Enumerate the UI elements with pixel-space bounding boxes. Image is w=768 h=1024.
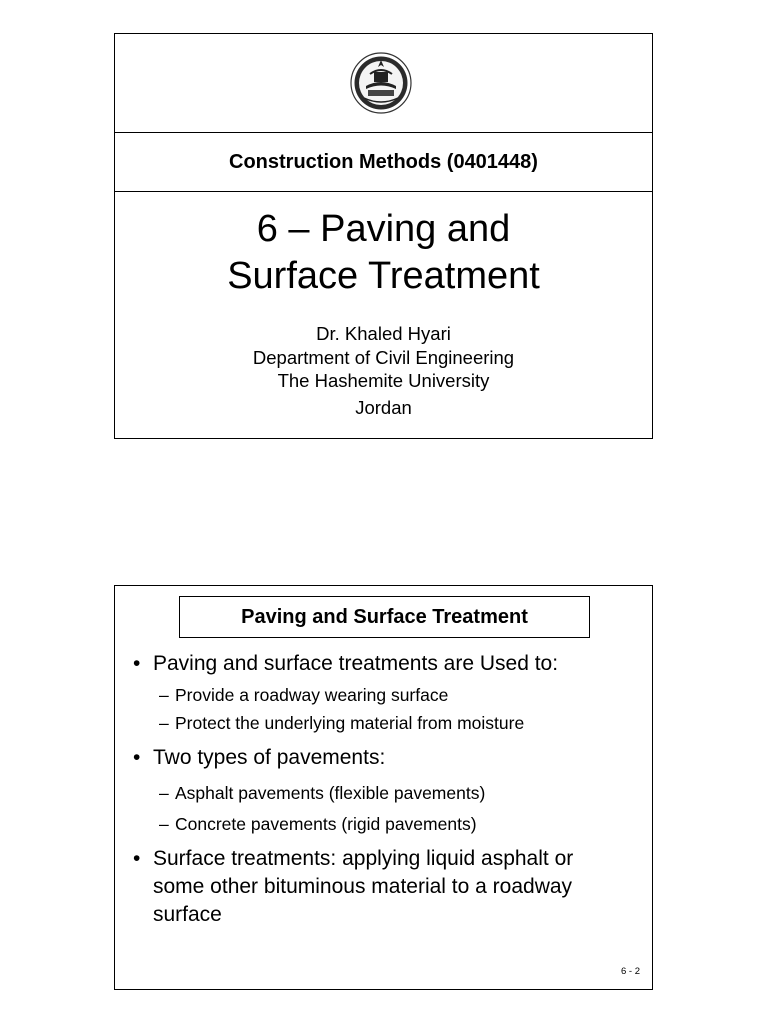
sub-bullet-dash: – xyxy=(159,814,169,834)
lecture-title-line-2: Surface Treatment xyxy=(227,255,540,297)
lecture-info xyxy=(115,192,652,419)
slide-title: Paving and Surface Treatment xyxy=(241,606,528,628)
university-name: The Hashemite University xyxy=(277,370,490,391)
bullet-text: Paving and surface treatments are Used to: xyxy=(153,652,559,675)
bullet-dot: • xyxy=(133,847,141,870)
bullet-item xyxy=(131,845,642,929)
page-number: 6 - 2 xyxy=(620,966,640,977)
university-seal-icon xyxy=(350,52,412,114)
course-title: Construction Methods (0401448) xyxy=(229,151,538,173)
lecture-title-line-1: 6 – Paving and xyxy=(256,208,511,250)
sub-bullet-text: Concrete pavements (rigid pavements) xyxy=(175,814,477,834)
bullet-dot: • xyxy=(133,652,141,675)
bullet-text-line: some other bituminous material to a roadway xyxy=(153,875,573,898)
sub-bullet-item xyxy=(131,709,642,737)
sub-bullet-item xyxy=(131,779,642,807)
country-name: Jordan xyxy=(355,396,412,418)
slide-title-box xyxy=(179,596,590,638)
author-name: Dr. Khaled Hyari xyxy=(316,323,451,344)
sub-bullet-item xyxy=(131,681,642,709)
bullet-dot: • xyxy=(133,746,141,769)
content-slide xyxy=(114,585,653,990)
author-block xyxy=(115,322,652,419)
bullet-item xyxy=(131,744,642,772)
logo-row xyxy=(115,34,652,133)
sub-bullet-text: Protect the underlying material from moisture xyxy=(175,713,525,733)
bullet-text: Two types of pavements: xyxy=(153,746,386,769)
bullet-text-line: Surface treatments: applying liquid asphalt or xyxy=(153,847,574,870)
sub-bullet-dash: – xyxy=(159,685,169,705)
bullet-list xyxy=(131,650,642,929)
sub-bullet-text: Asphalt pavements (flexible pavements) xyxy=(175,783,486,803)
title-slide xyxy=(114,33,653,439)
bullet-item xyxy=(131,650,642,678)
sub-bullet-item xyxy=(131,810,642,838)
department-name: Department of Civil Engineering xyxy=(252,346,515,368)
sub-bullet-text: Provide a roadway wearing surface xyxy=(175,685,449,705)
course-row xyxy=(115,133,652,192)
lecture-title xyxy=(115,206,652,300)
sub-bullet-dash: – xyxy=(159,783,169,803)
bullet-text-line: surface xyxy=(153,903,222,926)
sub-bullet-dash: – xyxy=(159,713,169,733)
